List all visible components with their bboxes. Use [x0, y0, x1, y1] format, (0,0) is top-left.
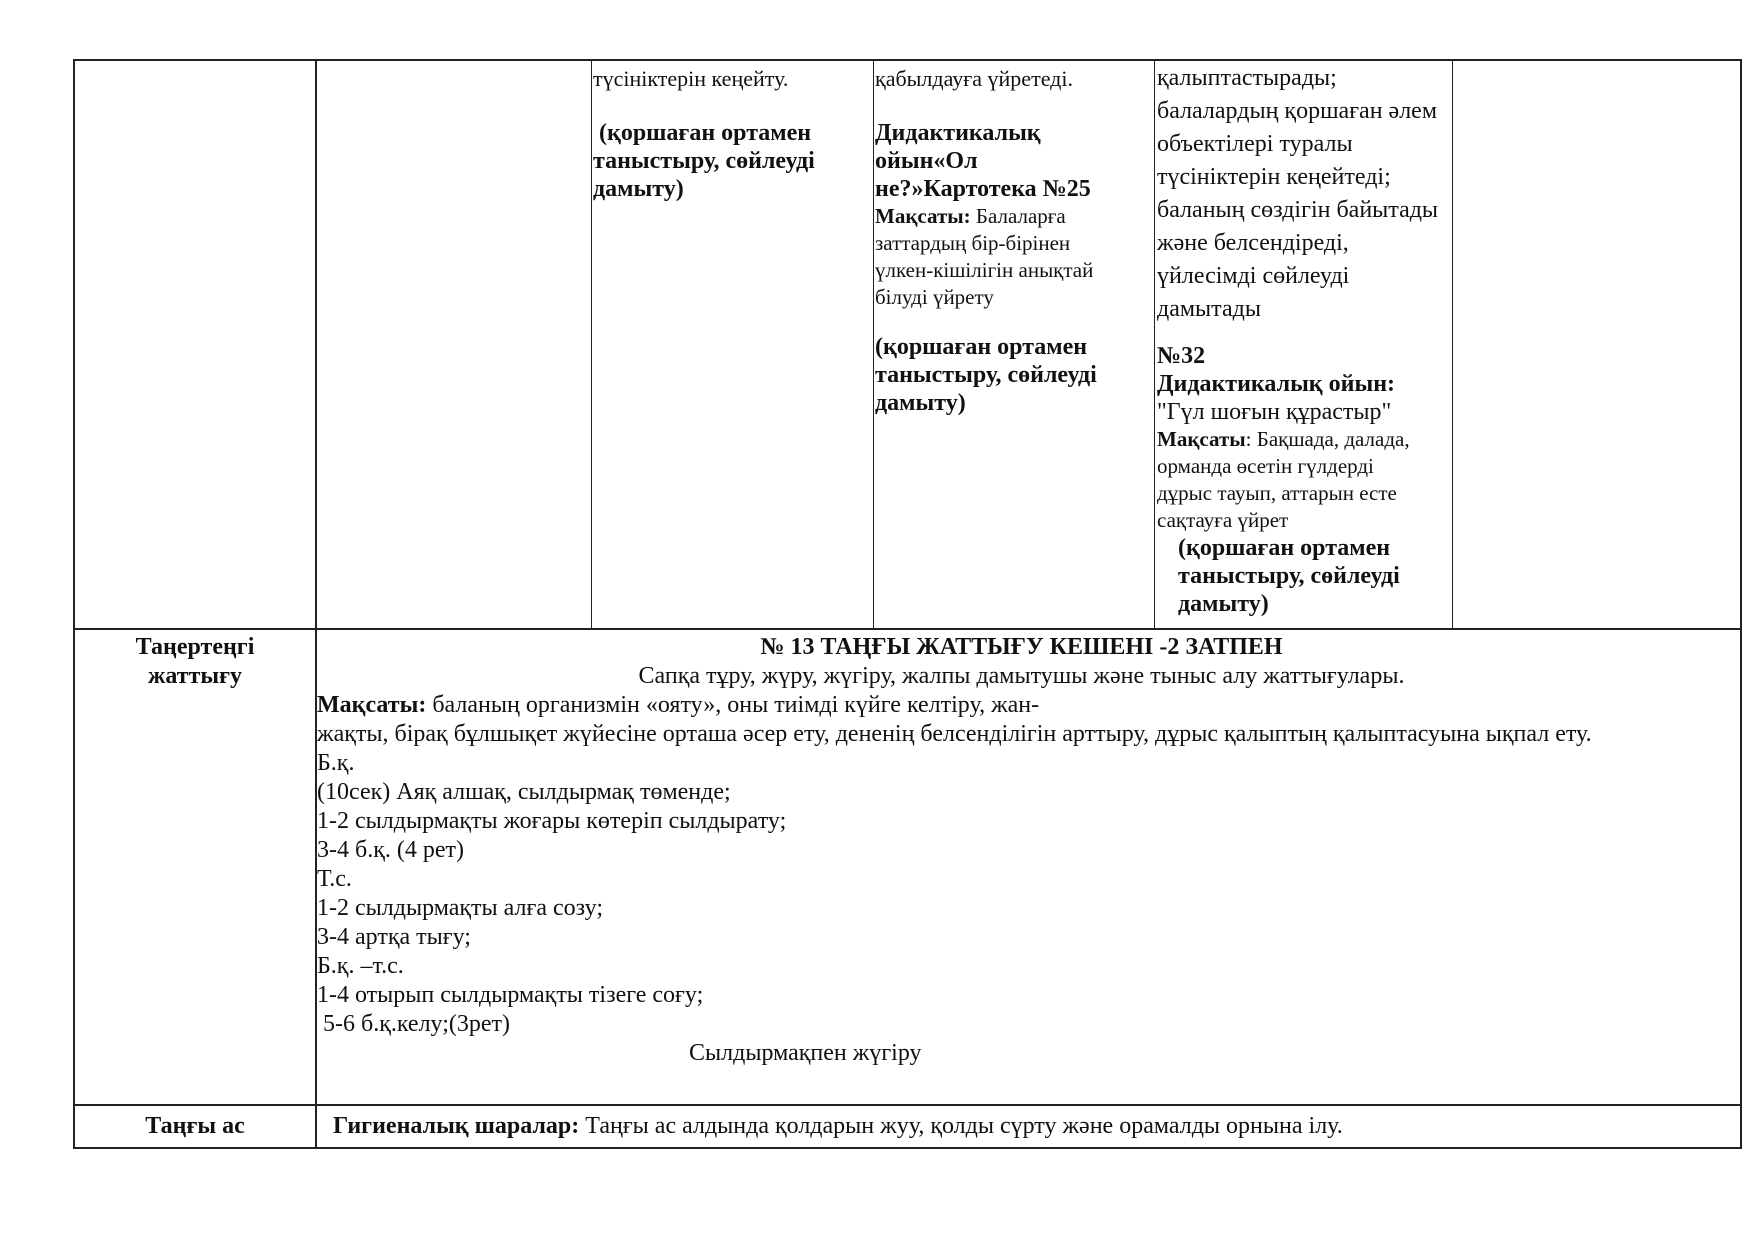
col5-number: №32: [1157, 343, 1206, 369]
exercise-goal: [317, 691, 1738, 720]
col4-goal-label: Мақсаты:: [875, 204, 971, 228]
col5-line: және белсендіреді,: [1157, 230, 1349, 256]
col4-game-title: Дидактикалық: [875, 120, 1041, 146]
exercise-subtitle: Сапқа тұру, жүру, жүгіру, жалпы дамытушы және тыныс алу жаттығулары.: [638, 663, 1405, 689]
col4-line: қабылдауға үйретеді.: [875, 66, 1073, 91]
exercise-goal-label: Мақсаты:: [317, 692, 427, 718]
col5-line: үйлесімді сөйлеуді: [1157, 263, 1350, 289]
col5-tag-line: (қоршаған ортамен: [1178, 535, 1391, 561]
col4-goal: [875, 203, 1153, 230]
exercise-step: Б.қ. –т.с.: [317, 953, 404, 979]
breakfast-row-content: [333, 1112, 1733, 1140]
exercise-step: 1-2 сылдырмақты жоғары көтеріп сылдырату;: [317, 808, 787, 834]
exercise-step: (10сек) Аяқ алшақ, сылдырмақ төменде;: [317, 779, 731, 805]
exercise-step: 1-2 сылдырмақты алға созу;: [317, 895, 603, 921]
hygiene-label: Гигиеналық шаралар:: [333, 1113, 580, 1139]
column-divider-6: [1452, 59, 1453, 629]
col4-tag-line: (қоршаған ортамен: [875, 334, 1088, 360]
exercise-run: Сылдырмақпен жүгіру: [689, 1040, 922, 1066]
col5-goal-line: сақтауға үйрет: [1157, 508, 1289, 532]
exercise-step: 5-6 б.қ.келу;(3рет): [317, 1011, 511, 1037]
col5-goal-text: : Бақшада, далада,: [1245, 427, 1410, 451]
row-divider-2: [73, 1104, 1742, 1106]
col3-tag-line: (қоршаған ортамен: [599, 120, 812, 146]
col3-tag-line: дамыту): [593, 176, 684, 202]
col5-line: түсініктерін кеңейтеді;: [1157, 164, 1391, 190]
exercise-row-content: [317, 633, 1738, 1068]
col5-line: объектілері туралы: [1157, 131, 1353, 157]
table-bottom-border: [73, 1147, 1742, 1149]
exercise-goal-continued: жақты, бірақ бұлшықет жүйесіне орташа әсер ету, дененің белсенділігін арттыру, дұрыс қалыптың қалыптасуына ықпал ету.: [317, 721, 1592, 747]
exercise-step: 1-4 отырып сылдырмақты тізеге соғу;: [317, 982, 704, 1008]
breakfast-label: Таңғы ас: [145, 1113, 245, 1139]
col5-tag-line: дамыту): [1178, 591, 1269, 617]
col3-tag-line: таныстыру, сөйлеуді: [593, 148, 815, 174]
breakfast-row-label: [75, 1112, 315, 1140]
col4-goal-text: Балаларға: [970, 204, 1066, 228]
exercise-label-line: жаттығу: [148, 663, 242, 689]
col5-game-label: Дидактикалық ойын:: [1157, 371, 1396, 397]
col5-line: балалардың қоршаған әлем: [1157, 98, 1438, 124]
col5-goal: [1157, 426, 1451, 453]
exercise-step: 3-4 артқа тығу;: [317, 924, 471, 950]
col5-line: қалыптастырады;: [1157, 65, 1337, 91]
col4-game-title: не?»Картотека №25: [875, 176, 1091, 202]
exercise-label-line: Таңертеңгі: [135, 634, 255, 660]
top-row-col3-cell: [593, 64, 871, 203]
exercise-step: Т.с.: [317, 866, 352, 892]
col5-line: дамытады: [1157, 296, 1261, 322]
col5-goal-line: дұрыс тауып, аттарын есте: [1157, 481, 1397, 505]
column-divider-5: [1154, 59, 1155, 629]
col4-tag-line: дамыту): [875, 390, 966, 416]
exercise-step: 3-4 б.қ. (4 рет): [317, 837, 464, 863]
col4-game-title: ойын«Ол: [875, 148, 978, 174]
top-row-col4-cell: [875, 64, 1153, 417]
col5-tag-line: таныстыру, сөйлеуді: [1178, 563, 1400, 589]
col5-goal-line: орманда өсетін гүлдерді: [1157, 454, 1374, 478]
col5-game-name: "Гүл шоғын құрастыр": [1157, 399, 1392, 425]
hygiene-line: [333, 1112, 1733, 1140]
col4-goal-line: білуді үйрету: [875, 285, 994, 309]
col4-tag-line: таныстыру, сөйлеуді: [875, 362, 1097, 388]
col5-line: баланың сөздігін байытады: [1157, 197, 1439, 223]
col5-goal-label: Мақсаты: [1157, 427, 1246, 451]
col4-goal-line: заттардың бір-бірінен: [875, 231, 1071, 255]
table-left-border: [73, 59, 75, 1149]
table-top-border: [73, 59, 1742, 61]
hygiene-text: Таңғы ас алдында қолдарын жуу, қолды сүрту және орамалды орнына ілу.: [579, 1113, 1343, 1139]
exercise-goal-text: баланың организмін «ояту», оны тиімді күйге келтіру, жан-: [426, 692, 1040, 718]
column-divider-3: [591, 59, 592, 629]
exercise-row-label: [75, 633, 315, 691]
col3-line: түсініктерін кеңейту.: [593, 66, 789, 91]
row-divider-1: [73, 628, 1742, 630]
exercise-step: Б.қ.: [317, 750, 355, 776]
col4-goal-line: үлкен-кішілігін анықтай: [875, 258, 1094, 282]
column-divider-4: [873, 59, 874, 629]
top-row-col5-cell: [1157, 62, 1451, 618]
exercise-title: № 13 ТАҢҒЫ ЖАТТЫҒУ КЕШЕНІ -2 ЗАТПЕН: [760, 634, 1283, 660]
table-right-border: [1740, 59, 1742, 1149]
